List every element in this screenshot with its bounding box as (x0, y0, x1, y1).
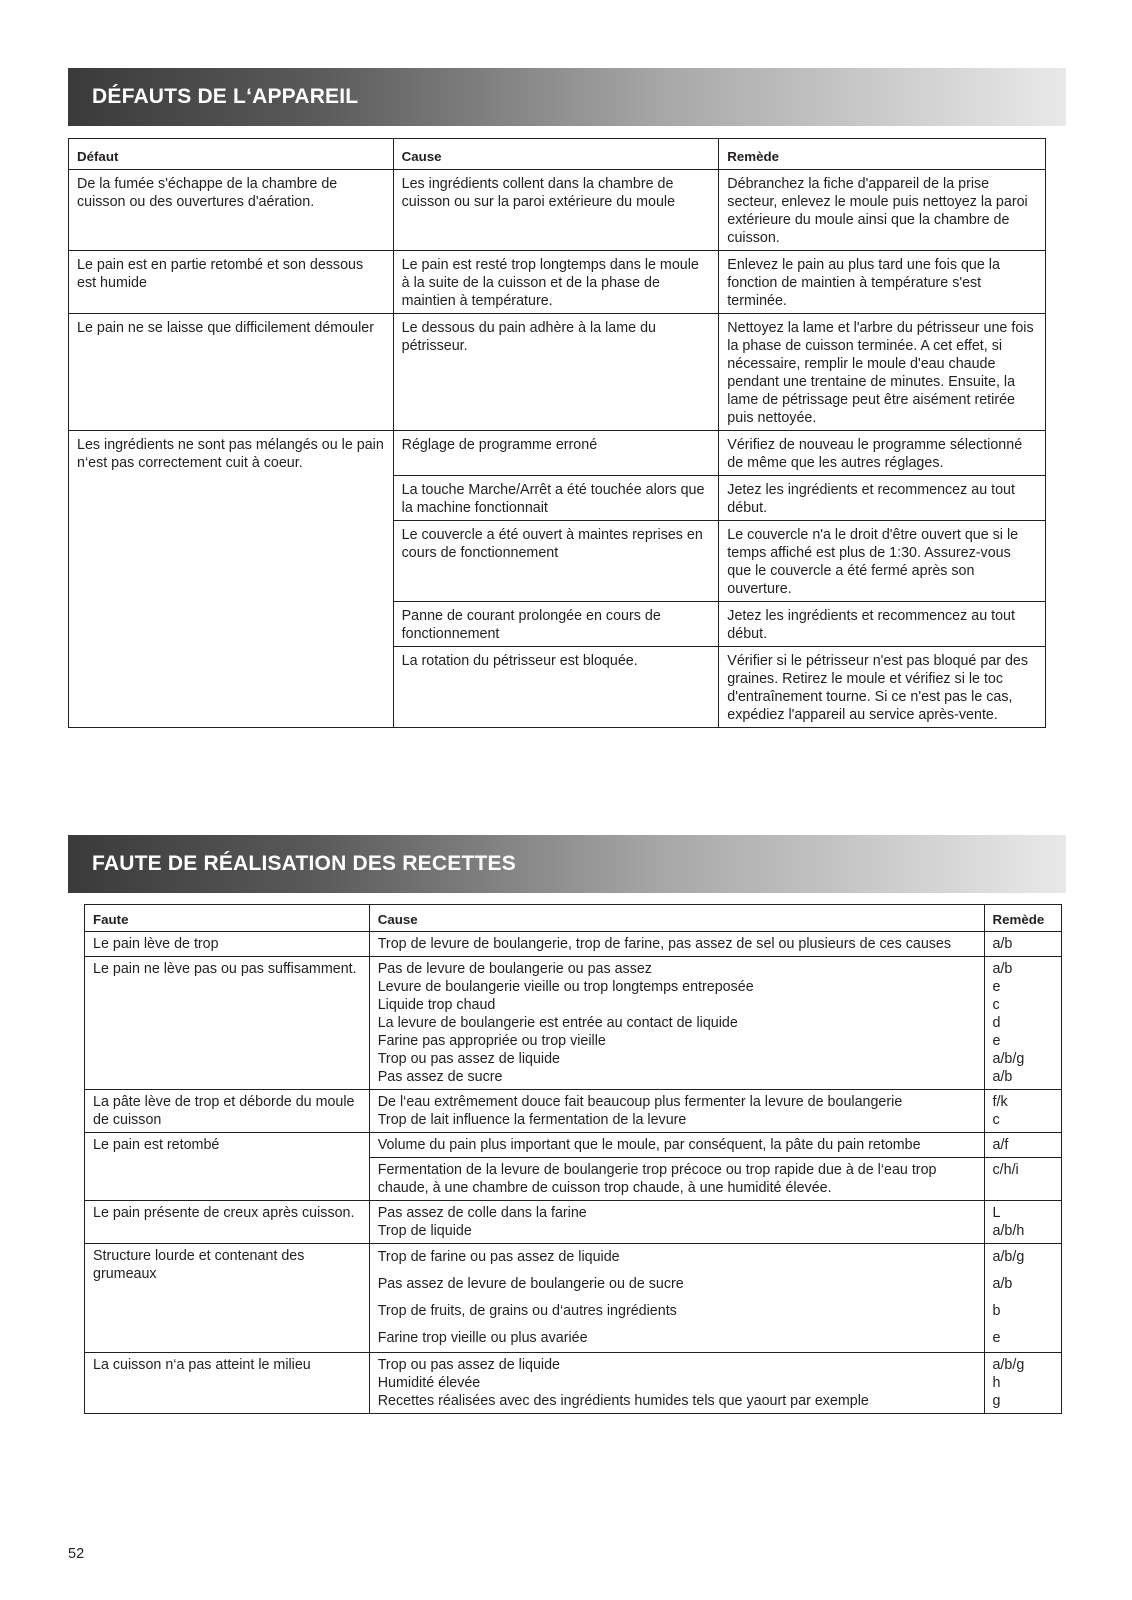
remede-code: a/b (992, 1276, 1013, 1292)
table-row (85, 1353, 1062, 1414)
cause-cell: Le dessous du pain adhère à la lame du pétrisseur. (393, 314, 719, 431)
remede-code: g (992, 1393, 1001, 1409)
remede-cell (984, 957, 1062, 1090)
cause-line: Trop de farine ou pas assez de liquide (377, 1249, 620, 1265)
remede-cell (984, 1353, 1062, 1414)
section-title: FAUTE DE RÉALISATION DES RECETTES (92, 852, 516, 875)
remede-cell: Nettoyez la lame et l'arbre du pétrisseur une fois la phase de cuisson terminée. A cet effet, si nécessaire, remplir le moule d'eau chaude pendant une trentaine de minutes. Ensuite, la lame de pétrissage peut être aisément retirée puis nettoyée. (719, 314, 1046, 431)
table-row (69, 170, 1046, 251)
faute-cell: La pâte lève de trop et déborde du moule de cuisson (85, 1090, 370, 1133)
cause-cell: Le pain est resté trop longtemps dans le moule à la suite de la cuisson et de la phase de maintien à température. (393, 251, 719, 314)
cause-line: Humidité élevée (377, 1375, 481, 1391)
cause-cell (369, 1244, 984, 1353)
table-header-row (69, 139, 1046, 170)
defaut-cell: Les ingrédients ne sont pas mélangés ou le pain n‘est pas correctement cuit à coeur. (69, 431, 394, 728)
defaut-cell: Le pain est en partie retombé et son dessous est humide (69, 251, 394, 314)
remede-code: c (992, 997, 1000, 1013)
cause-line: La levure de boulangerie est entrée au contact de liquide (377, 1015, 738, 1031)
column-header-faute: Faute (85, 905, 370, 932)
remede-cell (984, 1201, 1062, 1244)
remede-code: e (992, 1330, 1001, 1346)
cause-line: Pas assez de levure de boulangerie ou de sucre (377, 1276, 684, 1292)
cause-line: Pas de levure de boulangerie ou pas assez (377, 961, 652, 977)
remede-code: a/b (992, 1069, 1013, 1085)
cause-line: Farine pas appropriée ou trop vieille (377, 1033, 606, 1049)
remede-code: a/b/g (992, 1249, 1025, 1265)
cause-line: Pas assez de colle dans la farine (377, 1205, 587, 1221)
cause-line: Trop de fruits, de grains ou d‘autres ingrédients (377, 1303, 677, 1319)
remede-cell (984, 932, 1062, 957)
cause-cell (369, 1353, 984, 1414)
cause-line: Farine trop vieille ou plus avariée (377, 1330, 588, 1346)
cause-line: Trop de levure de boulangerie, trop de farine, pas assez de sel ou plusieurs de ces causes (377, 936, 952, 952)
remede-cell (984, 1244, 1062, 1353)
faute-cell: Le pain est retombé (85, 1133, 370, 1201)
remede-code: d (992, 1015, 1001, 1031)
remede-code: b (992, 1303, 1001, 1319)
remede-code: a/b (992, 936, 1013, 952)
cause-cell: Réglage de programme erroné (393, 431, 719, 476)
remede-cell: Jetez les ingrédients et recommencez au tout début. (719, 602, 1046, 647)
remede-code: h (992, 1375, 1001, 1391)
page-number: 52 (68, 1546, 85, 1562)
section-banner-recettes (68, 835, 1066, 893)
remede-cell (984, 1090, 1062, 1133)
table-row (85, 1090, 1062, 1133)
section-title: DÉFAUTS DE L‘APPAREIL (92, 85, 359, 108)
cause-cell: La rotation du pétrisseur est bloquée. (393, 647, 719, 728)
table-row (69, 431, 1046, 476)
remede-code: f/k (992, 1094, 1008, 1110)
column-header-defaut: Défaut (69, 139, 394, 170)
cause-cell: Panne de courant prolongée en cours de fonctionnement (393, 602, 719, 647)
faute-cell: Le pain présente de creux après cuisson. (85, 1201, 370, 1244)
section-banner-appareil (68, 68, 1066, 126)
remede-cell: a/f (984, 1133, 1062, 1158)
defauts-appareil-table (68, 138, 1046, 728)
remede-cell: Débranchez la fiche d'appareil de la prise secteur, enlevez le moule puis nettoyez la paroi extérieure du moule ainsi que la chambre de cuisson. (719, 170, 1046, 251)
defaut-cell: De la fumée s'échappe de la chambre de cuisson ou des ouvertures d'aération. (69, 170, 394, 251)
faute-cell: Le pain lève de trop (85, 932, 370, 957)
remede-cell: Enlevez le pain au plus tard une fois que la fonction de maintien à température s'est terminée. (719, 251, 1046, 314)
remede-code: L (992, 1205, 1001, 1221)
cause-line: Liquide trop chaud (377, 997, 496, 1013)
cause-line: Recettes réalisées avec des ingrédients humides tels que yaourt par exemple (377, 1393, 869, 1409)
table-row (85, 957, 1062, 1090)
table-row (85, 932, 1062, 957)
table-row (69, 314, 1046, 431)
cause-cell: Le couvercle a été ouvert à maintes reprises en cours de fonctionnement (393, 521, 719, 602)
faute-cell: Structure lourde et contenant des grumeaux (85, 1244, 370, 1353)
table-row (85, 1133, 1062, 1158)
cause-cell (369, 957, 984, 1090)
remede-code: a/b (992, 961, 1013, 977)
cause-cell: La touche Marche/Arrêt a été touchée alors que la machine fonctionnait (393, 476, 719, 521)
column-header-cause: Cause (369, 905, 984, 932)
cause-cell: Volume du pain plus important que le moule, par conséquent, la pâte du pain retombe (369, 1133, 984, 1158)
remede-cell: c/h/i (984, 1158, 1062, 1201)
table-row (85, 1201, 1062, 1244)
remede-code: a/b/g (992, 1357, 1025, 1373)
faute-cell: La cuisson n‘a pas atteint le milieu (85, 1353, 370, 1414)
table-row (69, 251, 1046, 314)
cause-line: De l‘eau extrêmement douce fait beaucoup plus fermenter la levure de boulangerie (377, 1094, 903, 1110)
faute-cell: Le pain ne lève pas ou pas suffisamment. (85, 957, 370, 1090)
remede-cell: Vérifier si le pétrisseur n'est pas bloqué par des graines. Retirez le moule et vérifiez si le toc d'entraînement tourne. Si ce n'est pas le cas, expédiez l'appareil au service après-vente. (719, 647, 1046, 728)
cause-line: Trop de liquide (377, 1223, 472, 1239)
cause-cell (369, 1201, 984, 1244)
remede-cell: Vérifiez de nouveau le programme sélectionné de même que les autres réglages. (719, 431, 1046, 476)
remede-code: e (992, 1033, 1001, 1049)
faute-recettes-table (84, 904, 1062, 1414)
column-header-cause: Cause (393, 139, 719, 170)
remede-cell: Jetez les ingrédients et recommencez au tout début. (719, 476, 1046, 521)
cause-line: Trop de lait influence la fermentation de la levure (377, 1112, 687, 1128)
cause-line: Pas assez de sucre (377, 1069, 503, 1085)
cause-line: Trop ou pas assez de liquide (377, 1357, 560, 1373)
cause-cell (369, 932, 984, 957)
remede-code: a/b/g (992, 1051, 1025, 1067)
cause-cell: Fermentation de la levure de boulangerie trop précoce ou trop rapide due à de l‘eau trop chaude, à une chambre de cuisson trop chaude, à une humidité élevée. (369, 1158, 984, 1201)
table-row (85, 1244, 1062, 1353)
cause-cell: Les ingrédients collent dans la chambre de cuisson ou sur la paroi extérieure du moule (393, 170, 719, 251)
cause-cell (369, 1090, 984, 1133)
remede-cell: Le couvercle n'a le droit d'être ouvert que si le temps affiché est plus de 1:30. Assurez-vous que le couvercle a été fermé après son ouverture. (719, 521, 1046, 602)
cause-line: Levure de boulangerie vieille ou trop longtemps entreposée (377, 979, 754, 995)
cause-line: Trop ou pas assez de liquide (377, 1051, 560, 1067)
column-header-remede: Remède (984, 905, 1062, 932)
defaut-cell: Le pain ne se laisse que difficilement démouler (69, 314, 394, 431)
remede-code: e (992, 979, 1001, 995)
column-header-remede: Remède (719, 139, 1046, 170)
table-header-row (85, 905, 1062, 932)
remede-code: c (992, 1112, 1000, 1128)
remede-code: a/b/h (992, 1223, 1025, 1239)
